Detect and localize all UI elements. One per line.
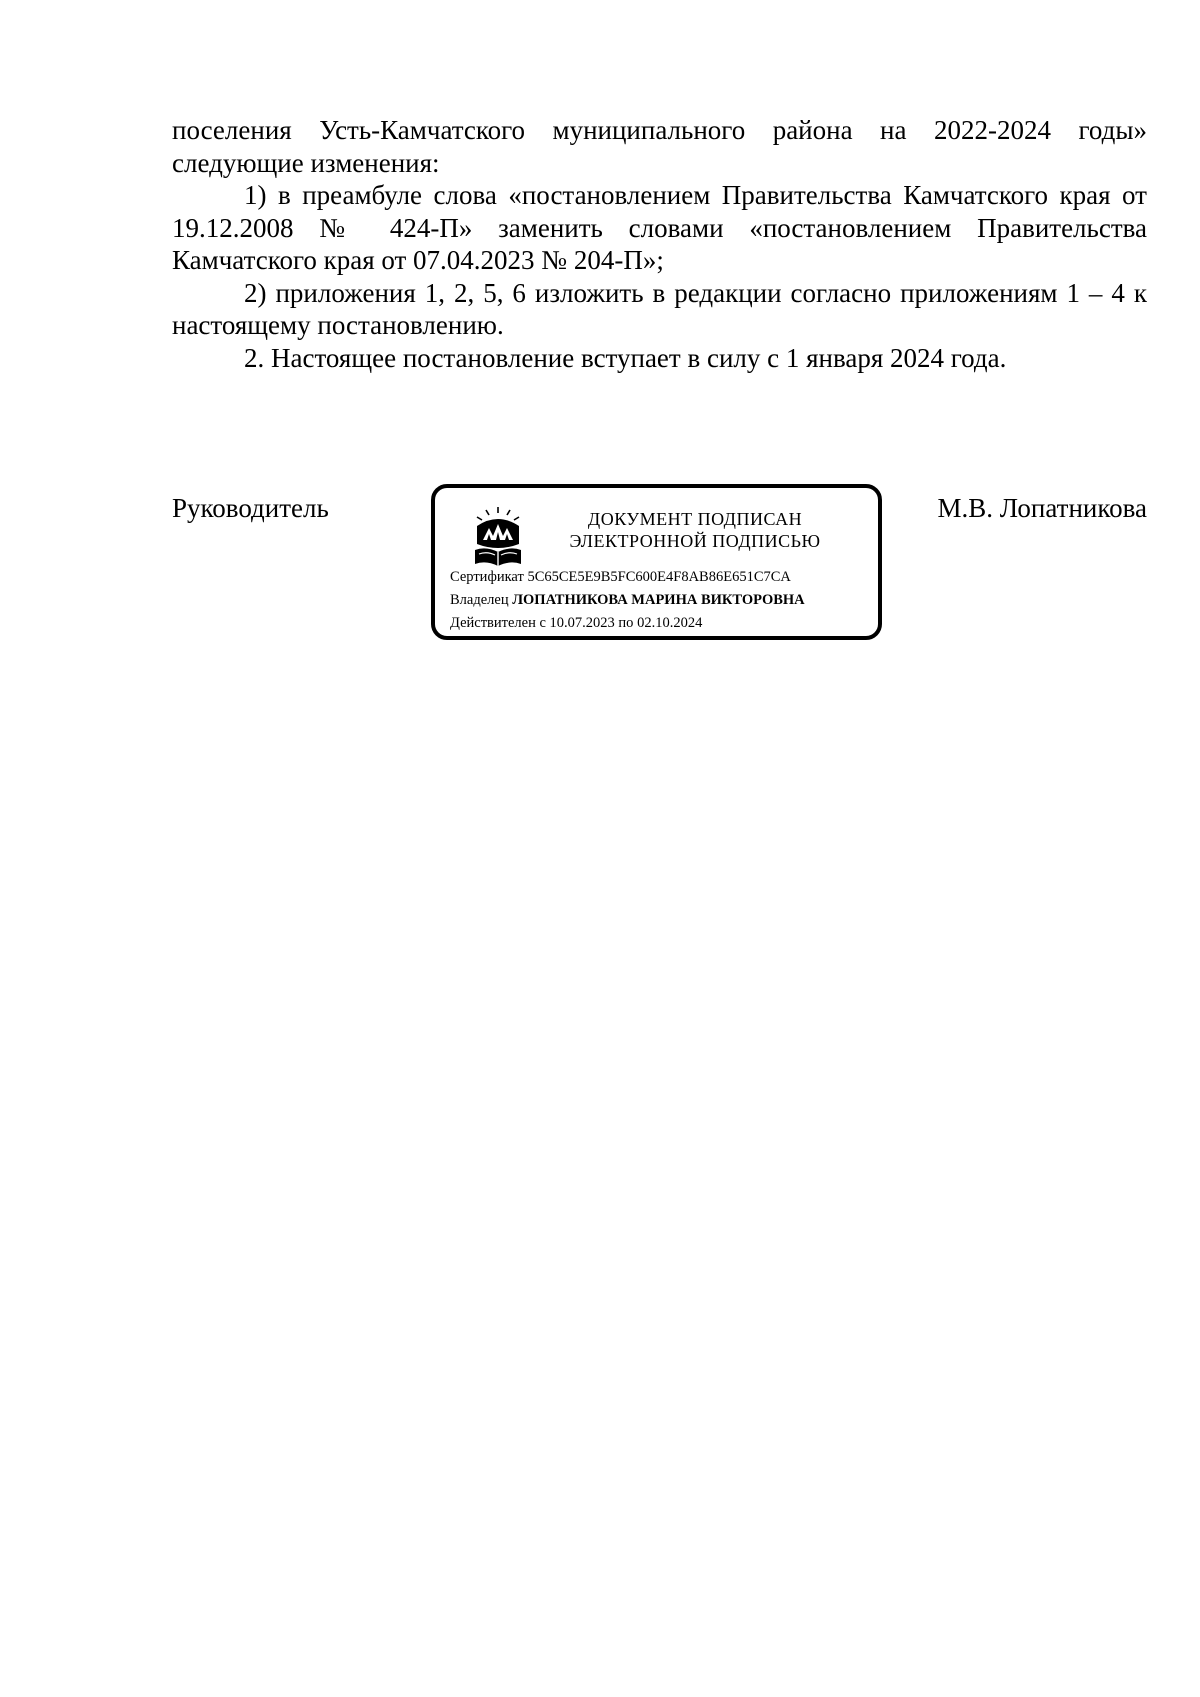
kamchatka-coat-of-arms-icon bbox=[471, 506, 525, 572]
owner-value: ЛОПАТНИКОВА МАРИНА ВИКТОРОВНА bbox=[512, 592, 805, 608]
signatory-name: М.В. Лопатникова bbox=[937, 493, 1147, 523]
stamp-certificate bbox=[450, 568, 791, 586]
owner-label: Владелец bbox=[450, 592, 509, 608]
stamp-validity bbox=[450, 614, 702, 632]
valid-from-label: Действителен с bbox=[450, 615, 546, 631]
certificate-label: Сертификат bbox=[450, 569, 524, 585]
stamp-title-line-2: ЭЛЕКТРОННОЙ ПОДПИСЬЮ bbox=[569, 531, 821, 551]
certificate-value: 5C65CE5E9B5FC600E4F8AB86E651C7CA bbox=[527, 569, 791, 585]
electronic-signature-stamp bbox=[431, 484, 882, 640]
stamp-title bbox=[535, 508, 855, 552]
valid-from-date: 10.07.2023 bbox=[549, 615, 615, 631]
stamp-owner bbox=[450, 591, 805, 609]
signature-block bbox=[172, 484, 1147, 654]
document-body bbox=[172, 114, 1147, 374]
paragraph-item-1: 1) в преамбуле слова «постановлением Правительства Камчатского края от 19.12.2008 № 424-П» заменить словами «постановлением Правительства Камчатского края от 07.04.2023 № 204-П»; bbox=[172, 180, 1147, 275]
valid-to-label: по bbox=[618, 615, 634, 631]
valid-to-date: 02.10.2024 bbox=[637, 615, 703, 631]
paragraph-item-2: 2) приложения 1, 2, 5, 6 изложить в редакции согласно приложениям 1 – 4 к настоящему постановлению. bbox=[172, 277, 1147, 340]
paragraph-clause-2: 2. Настоящее постановление вступает в силу с 1 января 2024 года. bbox=[244, 342, 1007, 373]
signatory-position: Руководитель bbox=[172, 493, 329, 523]
paragraph-continuation: поселения Усть-Камчатского муниципального района на 2022-2024 годы» следующие изменения: bbox=[172, 115, 1147, 178]
stamp-title-line-1: ДОКУМЕНТ ПОДПИСАН bbox=[587, 509, 803, 529]
